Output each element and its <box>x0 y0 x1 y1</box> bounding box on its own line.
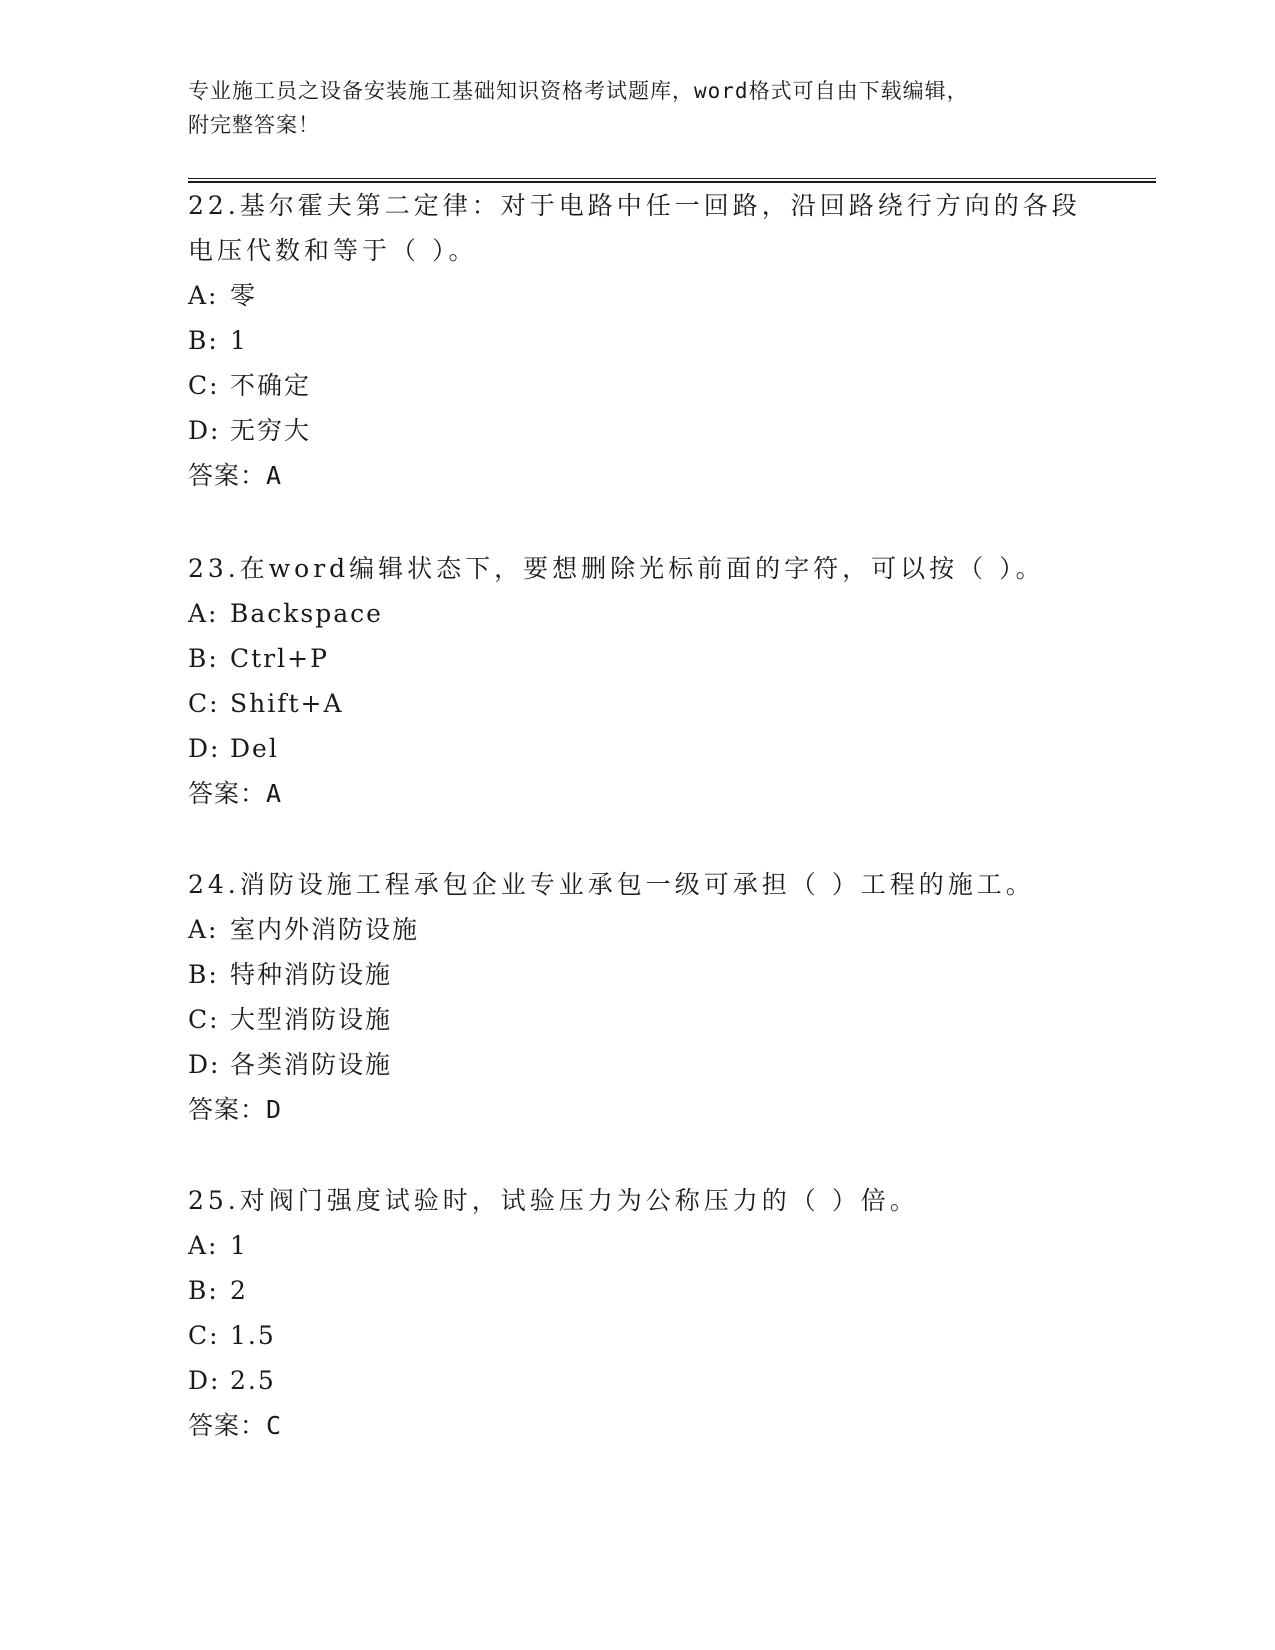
question-24 <box>188 862 1148 1132</box>
question-stem-line-1: 25.对阀门强度试验时，试验压力为公称压力的（ ）倍。 <box>188 1186 919 1215</box>
option-c <box>188 681 1148 726</box>
question-stem-line-2: 电压代数和等于（ ）。 <box>188 236 478 265</box>
option-key: C: <box>188 1005 220 1034</box>
option-key: D: <box>188 734 221 763</box>
answer-line: 答案：D <box>188 1095 283 1124</box>
option-key: A: <box>188 599 219 628</box>
option-text: 1.5 <box>230 1321 276 1350</box>
question-stem-line-1: 23.在word编辑状态下，要想删除光标前面的字符，可以按（ ）。 <box>188 554 1045 583</box>
option-key: B: <box>188 1276 219 1305</box>
option-key: B: <box>188 326 219 355</box>
question-stem-line-1: 22.基尔霍夫第二定律：对于电路中任一回路，沿回路绕行方向的各段 <box>188 191 1081 220</box>
question-stem-line-1: 24.消防设施工程承包企业专业承包一级可承担（ ）工程的施工。 <box>188 870 1035 899</box>
option-text: 各类消防设施 <box>230 1050 393 1079</box>
option-a <box>188 907 1148 952</box>
option-b <box>188 318 1148 363</box>
option-text: 2.5 <box>230 1366 276 1395</box>
question-23 <box>188 546 1148 816</box>
header-title-line-1: 专业施工员之设备安装施工基础知识资格考试题库，word格式可自由下载编辑， <box>188 79 969 103</box>
option-a <box>188 273 1148 318</box>
question-25 <box>188 1178 1148 1448</box>
option-text: 特种消防设施 <box>230 960 393 989</box>
option-text: 2 <box>230 1276 248 1305</box>
answer-line: 答案：A <box>188 461 283 490</box>
question-stem <box>188 183 1148 273</box>
option-text: 无穷大 <box>230 416 312 445</box>
option-key: A: <box>188 1231 219 1260</box>
option-d <box>188 408 1148 453</box>
option-key: C: <box>188 371 220 400</box>
option-key: D: <box>188 416 221 445</box>
divider-thin-line <box>188 178 1156 179</box>
option-key: D: <box>188 1366 221 1395</box>
option-d <box>188 1358 1148 1403</box>
option-c <box>188 997 1148 1042</box>
option-d <box>188 1042 1148 1087</box>
option-text: 1 <box>230 326 248 355</box>
question-22 <box>188 183 1148 498</box>
option-text: Shift+A <box>230 689 344 718</box>
option-text: Backspace <box>230 599 383 628</box>
option-text: 室内外消防设施 <box>230 915 420 944</box>
option-key: C: <box>188 689 220 718</box>
header-title-line-2: 附完整答案！ <box>188 113 320 137</box>
option-b <box>188 636 1148 681</box>
option-key: A: <box>188 281 219 310</box>
question-stem <box>188 862 1148 907</box>
option-a <box>188 591 1148 636</box>
answer-line: 答案：C <box>188 1411 283 1440</box>
option-d <box>188 726 1148 771</box>
answer-line: 答案：A <box>188 779 283 808</box>
option-key: A: <box>188 915 219 944</box>
question-stem <box>188 546 1148 591</box>
option-text: Del <box>230 734 279 763</box>
option-c <box>188 1313 1148 1358</box>
option-a <box>188 1223 1148 1268</box>
document-header <box>188 74 1068 142</box>
option-text: 1 <box>230 1231 248 1260</box>
option-text: 不确定 <box>230 371 312 400</box>
option-c <box>188 363 1148 408</box>
question-stem <box>188 1178 1148 1223</box>
option-key: D: <box>188 1050 221 1079</box>
option-text: 零 <box>230 281 258 310</box>
option-key: B: <box>188 960 219 989</box>
option-text: 大型消防设施 <box>230 1005 393 1034</box>
option-key: C: <box>188 1321 220 1350</box>
option-b <box>188 952 1148 997</box>
option-text: Ctrl+P <box>230 644 329 673</box>
option-b <box>188 1268 1148 1313</box>
option-key: B: <box>188 644 219 673</box>
